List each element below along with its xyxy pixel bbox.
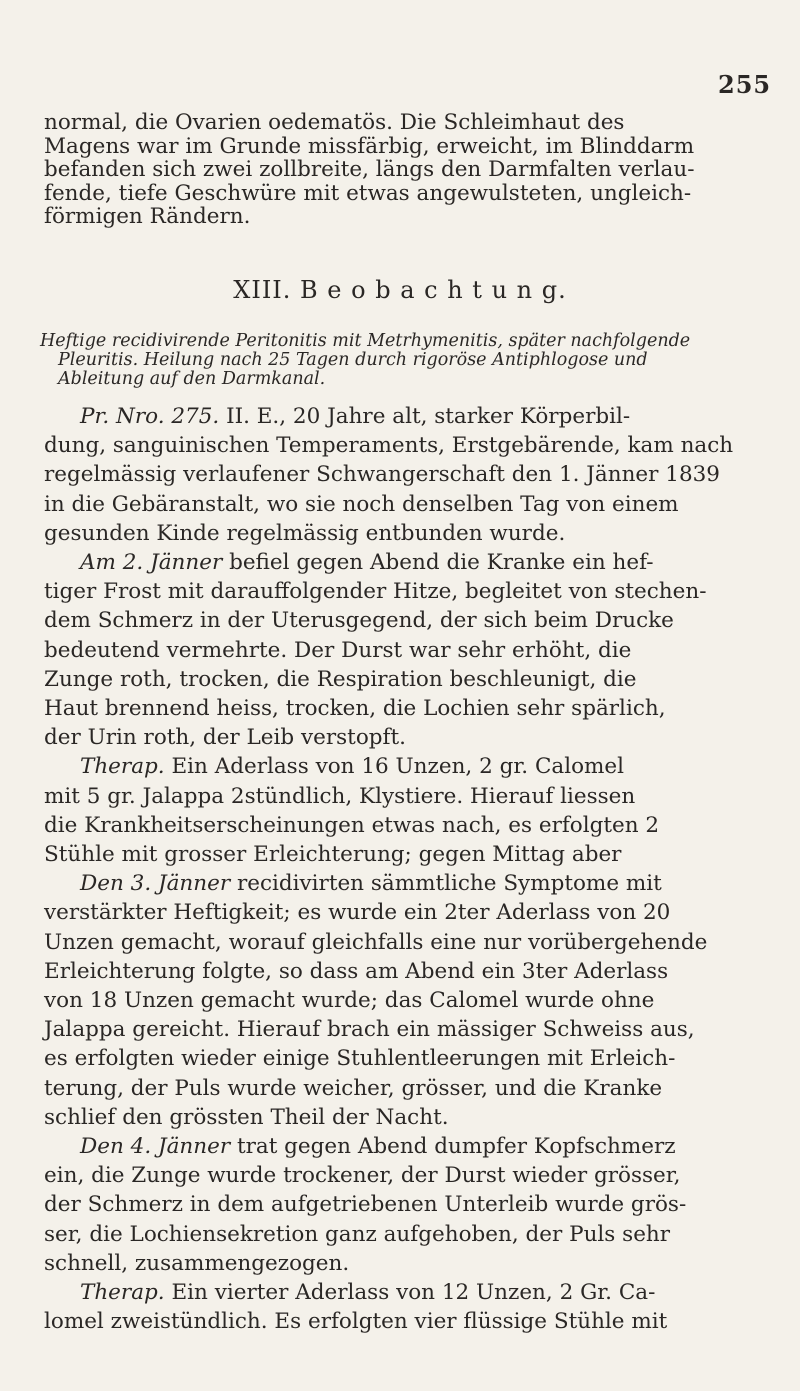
text-line [80,754,624,780]
text-line: förmigen Rändern. [44,204,251,229]
line-text: Zunge roth, trocken, die Respiration beschleunigt, die [44,666,637,692]
section-heading: XIII. B e o b a c h t u n g. [233,276,567,304]
subheading-line: Pleuritis. Heilung nach 25 Tagen durch rigoröse Antiphlogose und [58,350,648,370]
page-number: 255 [718,70,772,99]
text-line [44,842,621,868]
text-line: fende, tiefe Geschwüre mit etwas angewulsteten, ungleich- [44,180,692,206]
text-line [44,988,654,1014]
line-text: ein, die Zunge wurde trockener, der Durst wieder grösser, [44,1163,681,1189]
line-text: Ein Aderlass von 16 Unzen, 2 gr. Calomel [164,754,625,780]
text-line [44,1105,449,1131]
line-text: es erfolgten wieder einige Stuhlentleerungen mit Erleich- [44,1046,676,1072]
text-line [44,1076,662,1102]
line-text: dem Schmerz in der Uterusgegend, der sich beim Drucke [44,608,674,634]
line-text: dung, sanguinischen Temperaments, Erstgebärende, kam nach [44,433,734,459]
line-text: Stühle mit grosser Erleichterung; gegen Mittag aber [44,842,622,867]
text-line [44,1251,349,1277]
text-line [44,784,635,810]
date-lead: Pr. Nro. 275. [80,404,220,429]
line-text: recidivirten sämmtliche Symptome mit [230,871,662,897]
text-line [44,1222,670,1248]
date-lead: Am 2. Jänner [80,550,223,575]
text-line [44,608,674,634]
line-text: terung, der Puls wurde weicher, grösser, und die Kranke [44,1075,663,1101]
line-text: lomel zweistündlich. Es erfolgten vier flüssige Stühle mit [44,1309,668,1335]
line-text: schlief den grössten Theil der Nacht. [44,1104,449,1130]
text-line [44,492,679,518]
text-line: normal, die Ovarien oedematös. Die Schleimhaut des [44,110,625,135]
line-text: Jalappa gereicht. Hierauf brach ein mässiger Schweiss aus, [44,1017,695,1043]
text-line [44,813,659,839]
line-text: schnell, zusammengezogen. [44,1250,350,1276]
line-text: verstärkter Heftigkeit; es wurde ein 2ter Aderlass von 20 [44,900,671,926]
line-text: der Schmerz in dem aufgetriebenen Unterleib wurde grös- [44,1192,687,1218]
line-text: in die Gebäranstalt, wo sie noch denselben Tag von einem [44,491,679,517]
text-line: Magens war im Grunde missfärbig, erweicht, im Blinddarm [44,133,695,159]
text-line [44,433,733,459]
text-line [44,1192,686,1218]
text-line [44,1163,681,1189]
line-text: mit 5 gr. Jalappa 2stündlich, Klystiere. Hierauf liessen [44,783,636,809]
text-line [44,1046,675,1072]
text-line [44,667,637,693]
text-line [44,900,670,926]
text-line [44,930,707,956]
text-line [80,871,662,897]
line-text: II. E., 20 Jahre alt, starker Körperbil- [219,404,631,429]
line-text: die Krankheitserscheinungen etwas nach, es erfolgten 2 [44,812,660,838]
text-line [44,579,707,605]
text-line [44,1017,695,1043]
line-text: Unzen gemacht, worauf gleichfalls eine nur vorübergehende [44,929,708,955]
date-lead: Therap. [80,1280,165,1305]
date-lead: Therap. [80,754,165,780]
line-text: ser, die Lochiensekretion ganz aufgehoben, der Puls sehr [44,1221,671,1247]
subheading-line: Heftige recidivirende Peritonitis mit Metrhymenitis, später nachfolgende [40,331,691,351]
subheading-line: Ableitung auf den Darmkanal. [58,369,326,389]
text-line [44,521,565,547]
line-text: tiger Frost mit darauffolgender Hitze, begleitet von stechen- [44,579,707,605]
line-text: trat gegen Abend dumpfer Kopfschmerz [230,1134,676,1159]
text-line [80,550,654,576]
text-line [44,638,631,664]
text-line [80,1134,676,1160]
text-line [44,462,720,488]
text-line [80,1280,655,1306]
date-lead: Den 4. Jänner [80,1134,231,1159]
line-text: bedeutend vermehrte. Der Durst war sehr erhöht, die [44,637,632,663]
text-line [80,404,630,430]
line-text: der Urin roth, der Leib verstopft. [44,725,406,751]
date-lead: Den 3. Jänner [80,871,231,897]
line-text: Erleichterung folgte, so dass am Abend ein 3ter Aderlass [44,958,669,984]
text-line [44,1309,667,1335]
line-text: gesunden Kinde regelmässig entbunden wurde. [44,520,566,546]
line-text: Haut brennend heiss, trocken, die Lochien sehr spärlich, [44,696,666,721]
line-text: regelmässig verlaufener Schwangerschaft den 1. Jänner 1839 [44,462,720,488]
text-line [44,696,666,722]
line-text: von 18 Unzen gemacht wurde; das Calomel wurde ohne [44,988,655,1013]
text-line [44,959,668,985]
line-text: Ein vierter Aderlass von 12 Unzen, 2 Gr. Ca- [164,1280,656,1305]
line-text: befiel gegen Abend die Kranke ein hef- [222,550,654,575]
text-line: befanden sich zwei zollbreite, längs den Darmfalten verlau- [44,157,695,182]
text-line [44,725,406,751]
